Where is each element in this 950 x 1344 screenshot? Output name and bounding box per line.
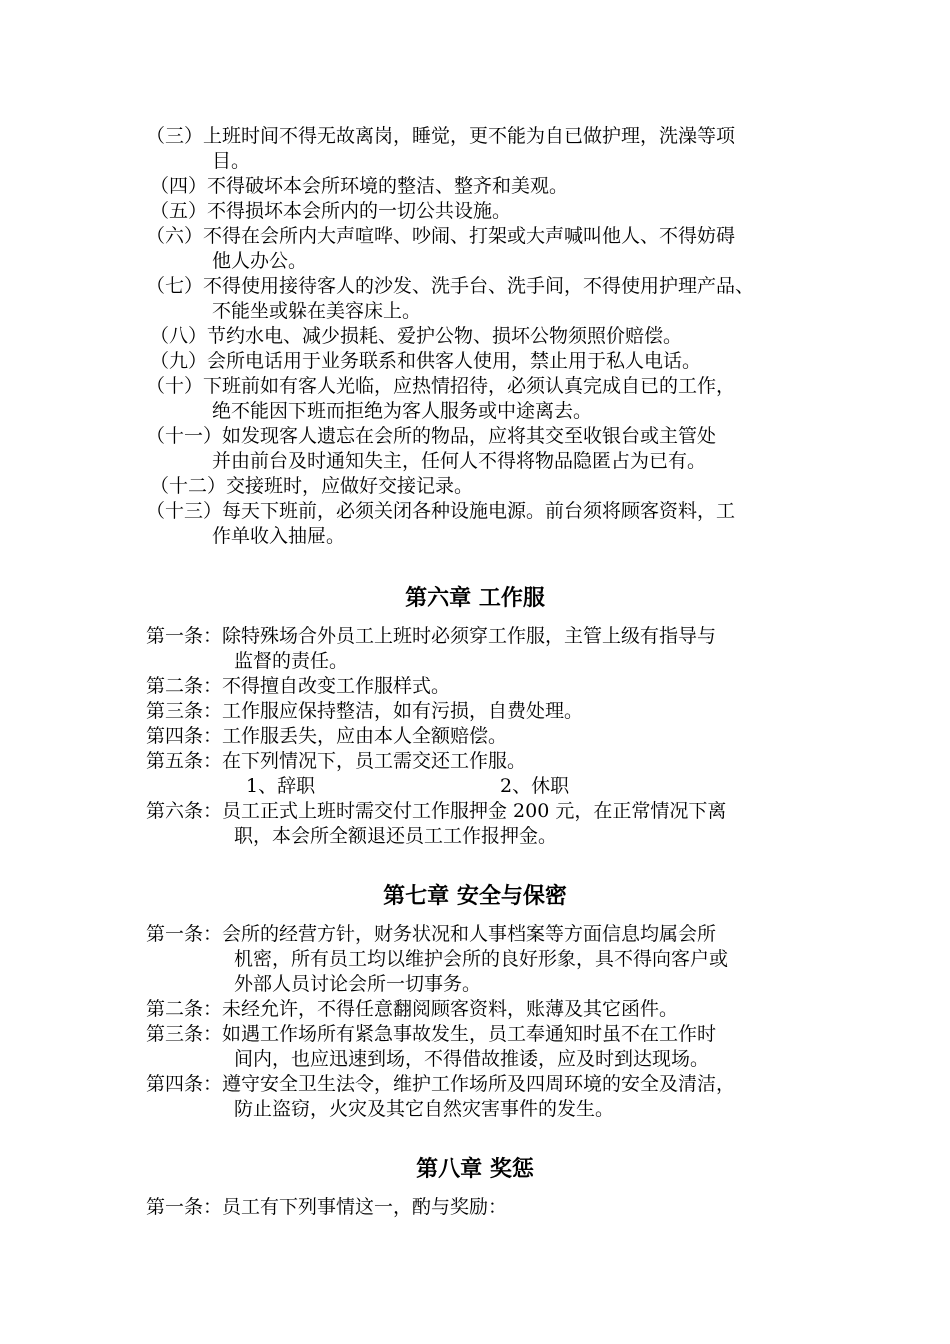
- ch7-article4-line2: 防止盗窃，火灾及其它自然灾害事件的发生。: [234, 1098, 615, 1120]
- ch8-article1: 第一条：员工有下列事情这一，酌与奖励：: [146, 1196, 508, 1218]
- list-item-10-line1: （十）下班前如有客人光临，应热情招待，必须认真完成自已的工作，: [146, 375, 736, 397]
- list-item-12: （十二）交接班时，应做好交接记录。: [150, 475, 474, 497]
- list-item-7-line2: 不能坐或躲在美容床上。: [212, 300, 422, 322]
- list-item-10-line2: 绝不能因下班而拒绝为客人服务或中途离去。: [212, 400, 593, 422]
- ch6-article5: 第五条：在下列情况下，员工需交还工作服。: [146, 750, 527, 772]
- ch7-article2: 第二条：未经允许，不得任意翻阅顾客资料，账薄及其它函件。: [146, 998, 679, 1020]
- list-item-11-line2: 并由前台及时通知失主，任何人不得将物品隐匿占为已有。: [212, 450, 707, 472]
- list-item-13-line1: （十三）每天下班前，必须关闭各种设施电源。前台须将顾客资料，工: [146, 500, 736, 522]
- ch6-case-leave: 2、休职: [500, 775, 570, 797]
- ch6-article1-line2: 监督的责任。: [234, 650, 349, 672]
- ch7-article4-line1: 第四条：遵守安全卫生法令，维护工作场所及四周环境的安全及清洁，: [146, 1073, 736, 1095]
- ch6-article1-line1: 第一条：除特殊场合外员工上班时必须穿工作服，主管上级有指导与: [146, 625, 717, 647]
- ch6-article6-line1: 第六条：员工正式上班时需交付工作服押金 200 元，在正常情况下离: [146, 800, 727, 822]
- list-item-7-line1: （七）不得使用接待客人的沙发、洗手台、洗手间，不得使用护理产品、: [146, 275, 755, 297]
- ch6-case-resign: 1、辞职: [246, 775, 316, 797]
- list-item-6-line2: 他人办公。: [212, 250, 308, 272]
- chapter6-title: 第六章 工作服: [405, 585, 545, 611]
- list-item-11-line1: （十一）如发现客人遗忘在会所的物品，应将其交至收银台或主管处: [146, 425, 717, 447]
- list-item-3-line1: （三）上班时间不得无故离岗，睡觉，更不能为自已做护理，洗澡等项: [146, 125, 736, 147]
- chapter8-title: 第八章 奖惩: [416, 1156, 534, 1182]
- ch6-article4: 第四条：工作服丢失，应由本人全额赔偿。: [146, 725, 508, 747]
- ch7-article1-line2: 机密，所有员工均以维护会所的良好形象，具不得向客户或: [234, 948, 729, 970]
- list-item-8: （八）节约水电、减少损耗、爱护公物、损坏公物须照价赔偿。: [150, 325, 683, 347]
- ch7-article3-line2: 间内，也应迅速到场，不得借故推诿，应及时到达现场。: [234, 1048, 710, 1070]
- ch6-article2: 第二条：不得擅自改变工作服样式。: [146, 675, 451, 697]
- list-item-6-line1: （六）不得在会所内大声喧哗、吵闹、打架或大声喊叫他人、不得妨碍: [146, 225, 736, 247]
- list-item-3-line2: 目。: [212, 150, 251, 172]
- chapter7-title: 第七章 安全与保密: [383, 883, 567, 909]
- list-item-13-line2: 作单收入抽屉。: [212, 525, 346, 547]
- ch7-article1-line1: 第一条：会所的经营方针，财务状况和人事档案等方面信息均属会所: [146, 923, 717, 945]
- ch6-article3: 第三条：工作服应保持整洁，如有污损，自费处理。: [146, 700, 584, 722]
- list-item-9: （九）会所电话用于业务联系和供客人使用，禁止用于私人电话。: [150, 350, 702, 372]
- ch7-article1-line3: 外部人员讨论会所一切事务。: [234, 973, 482, 995]
- list-item-4: （四）不得破坏本会所环境的整洁、整齐和美观。: [150, 175, 569, 197]
- ch7-article3-line1: 第三条：如遇工作场所有紧急事故发生，员工奉通知时虽不在工作时: [146, 1023, 717, 1045]
- list-item-5: （五）不得损坏本会所内的一切公共设施。: [150, 200, 512, 222]
- ch6-article6-line2: 职，本会所全额退还员工工作报押金。: [234, 825, 558, 847]
